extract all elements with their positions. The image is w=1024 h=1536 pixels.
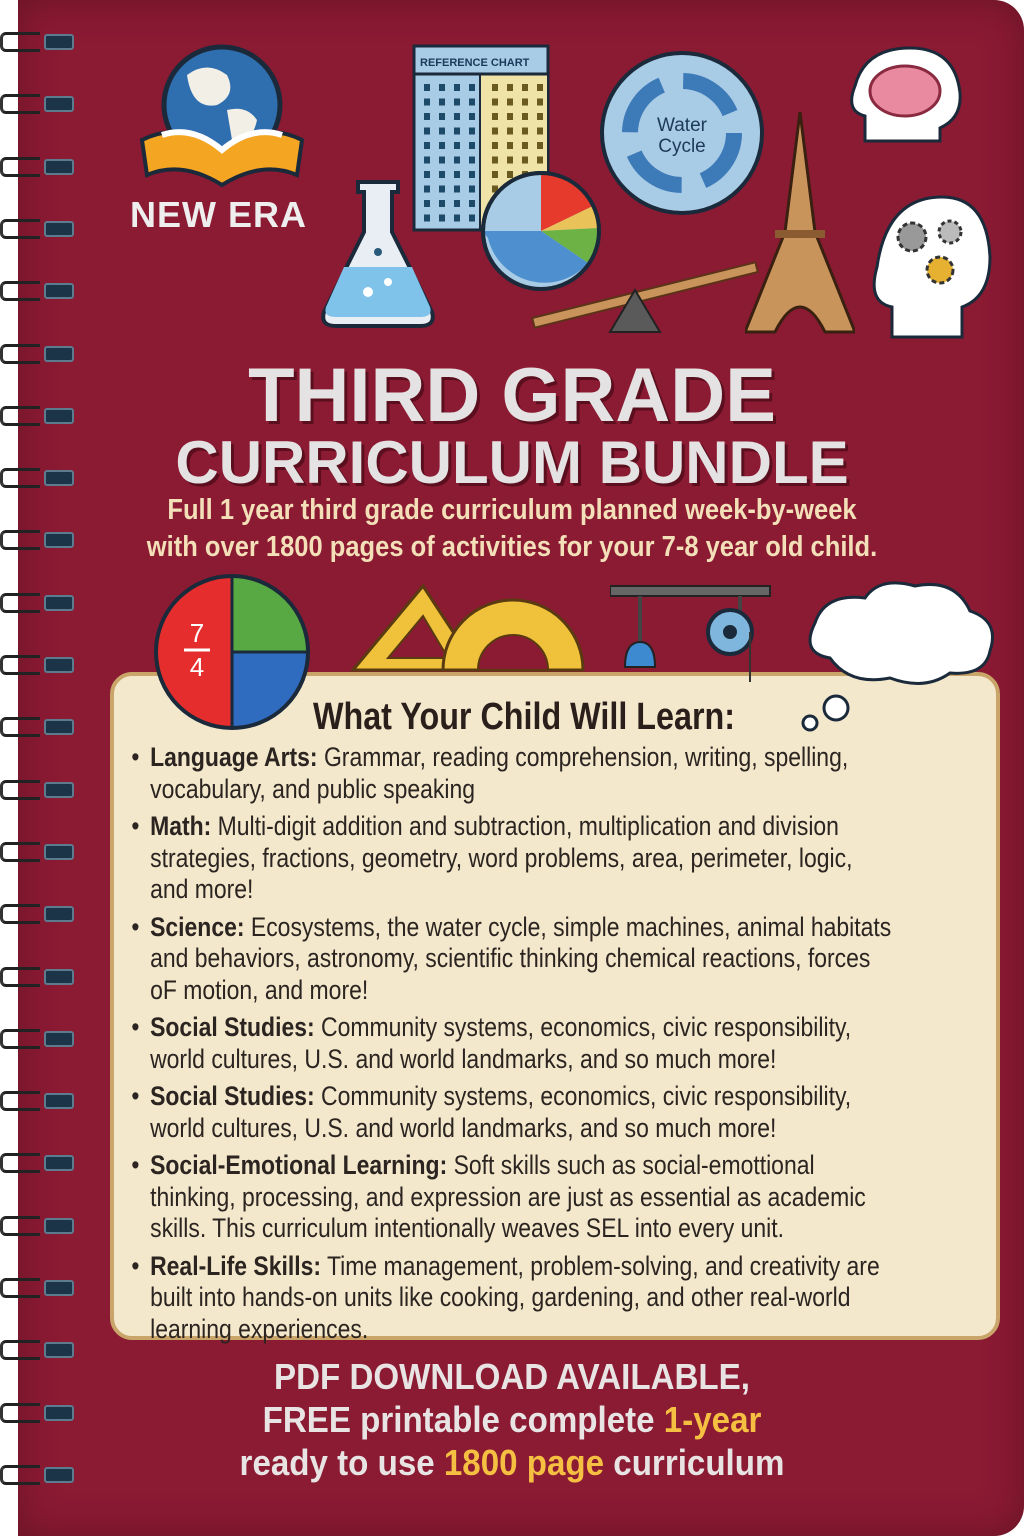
footer-line-3-text: ready to use [239, 1442, 444, 1483]
footer-line-2 [41, 1399, 983, 1441]
learn-item [128, 1012, 893, 1075]
learn-item-text: Soft skills such as social-emottional thinking, processing, and expression are just as essential as academic skills. This curriculum intentionally weaves SEL into every unit. [150, 1150, 866, 1243]
water-cycle-label-2: Cycle [658, 136, 706, 157]
subtitle-line-1: Full 1 year third grade curriculum planned week-by-week [167, 494, 857, 526]
learn-item [128, 912, 893, 1007]
learn-item [128, 1251, 893, 1346]
learn-item-text: Ecosystems, the water cycle, simple machines, animal habitats and behaviors, astronomy, scientific thinking chemical reactions, forces oF motion, and more! [150, 911, 892, 1005]
learn-item-text: Multi-digit addition and subtraction, multiplication and division strategies, fractions, geometry, word problems, area, perimeter, logic, and more! [150, 811, 853, 904]
subtitle-line-2: with over 1800 pages of activities for your 7-8 year old child. [146, 531, 878, 563]
bullet: • [131, 1012, 140, 1042]
footer-line-1: PDF DOWNLOAD AVAILABLE, [274, 1356, 750, 1397]
globe-book-logo [132, 40, 312, 190]
binding-ring [0, 217, 78, 241]
binding-ring [0, 1151, 78, 1175]
water-cycle-label-1: Water [657, 115, 707, 136]
binding-ring [0, 1276, 78, 1300]
bullet: • [131, 1081, 140, 1111]
title-line-1: THIRD GRADE [248, 353, 776, 438]
binding-ring [0, 591, 78, 615]
binding-ring [0, 653, 78, 677]
binding-ring [0, 30, 78, 54]
binding-ring [0, 155, 78, 179]
brand-name: NEW ERA [130, 194, 307, 235]
learn-item-label: Language Arts: [150, 742, 318, 772]
spiral-binding [0, 20, 80, 1520]
fraction-denominator: 4 [189, 652, 205, 682]
binding-ring [0, 840, 78, 864]
footer-line-2-text: FREE printable complete [262, 1399, 664, 1440]
footer-highlight-pages: 1800 page [443, 1442, 605, 1483]
learn-item-label: Social Studies: [150, 1081, 315, 1111]
gears-head-icon [862, 192, 992, 342]
binding-ring [0, 778, 78, 802]
learn-list [128, 742, 893, 1351]
binding-ring [0, 902, 78, 926]
learn-item [128, 811, 893, 906]
learn-item [128, 1081, 893, 1144]
water-cycle-icon [597, 48, 767, 218]
brain-head-icon [835, 46, 985, 146]
pulley-icon [610, 582, 780, 692]
binding-ring [0, 1027, 78, 1051]
binding-ring [0, 1214, 78, 1238]
fraction-circle-icon [152, 572, 314, 732]
binding-ring [0, 965, 78, 989]
learn-heading: What Your Child Will Learn: [313, 696, 735, 738]
learn-item-text: Community systems, economics, civic responsibility, world cultures, U.S. and world landmarks, and so much more! [150, 1012, 852, 1074]
bullet: • [131, 811, 140, 841]
bullet: • [131, 742, 140, 772]
learn-item-label: Science: [150, 911, 245, 942]
bullet: • [131, 911, 140, 942]
seesaw-lever-icon [525, 235, 765, 335]
fraction-numerator: 7 [189, 618, 205, 648]
footer-line-3 [41, 1442, 983, 1484]
footer-line-3-end: curriculum [604, 1442, 785, 1483]
bullet: • [131, 1150, 140, 1180]
learn-item [128, 742, 893, 805]
learn-item-text: Community systems, economics, civic responsibility, world cultures, U.S. and world landmarks, and so much more! [150, 1081, 852, 1143]
learn-item-label: Social Studies: [150, 1012, 315, 1042]
thought-bubble-icon [790, 578, 1005, 738]
learn-item-label: Math: [150, 811, 212, 841]
binding-ring [0, 279, 78, 303]
learn-item-label: Real-Life Skills: [150, 1250, 322, 1281]
bullet: • [131, 1250, 140, 1281]
binding-ring [0, 92, 78, 116]
ruler-protractor-icon [348, 578, 588, 678]
footer-highlight-year: 1-year [663, 1399, 762, 1440]
title-line-2: CURRICULUM BUNDLE [175, 429, 849, 496]
learn-item [128, 1150, 893, 1245]
chart-header: REFERENCE CHART [420, 57, 530, 69]
learn-item-text: Grammar, reading comprehension, writing, spelling, vocabulary, and public speaking [150, 742, 849, 804]
learn-item-label: Social-Emotional Learning: [150, 1150, 448, 1180]
learn-item-text: Time management, problem-solving, and creativity are built into hands-on units like cooking, gardening, and other real-world learning experiences. [150, 1250, 880, 1344]
binding-ring [0, 715, 78, 739]
flask-icon [318, 172, 438, 332]
binding-ring [0, 1089, 78, 1113]
